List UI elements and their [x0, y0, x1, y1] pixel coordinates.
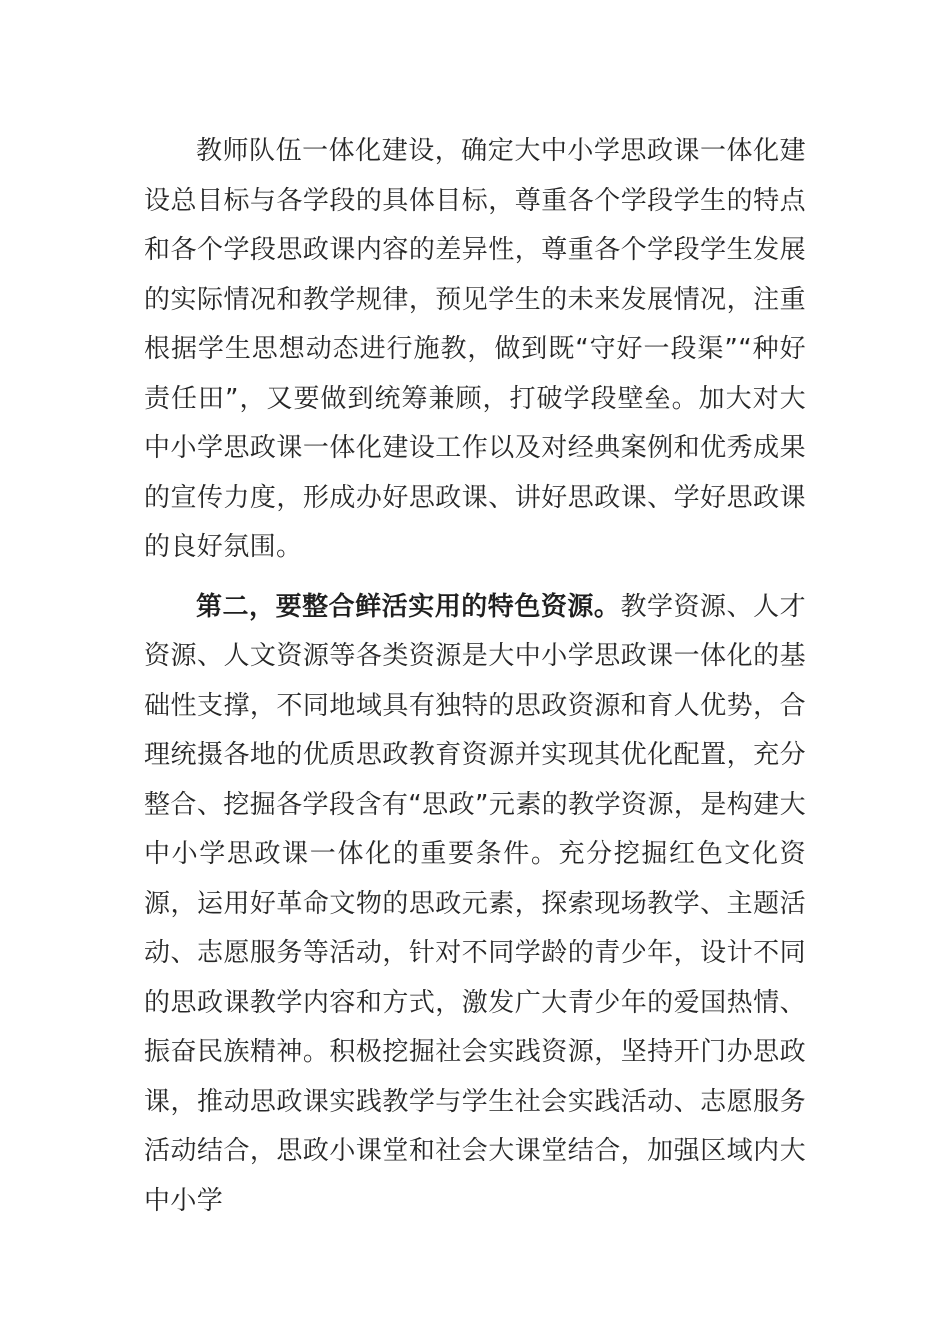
- paragraph-2: [144, 583, 806, 1227]
- document-body: [144, 127, 806, 1236]
- paragraph-2-heading: 第二，要整合鲜活实用的特色资源。: [196, 591, 621, 622]
- paragraph-1-text: 教师队伍一体化建设，确定大中小学思政课一体化建设总目标与各学段的具体目标，尊重各个学段学生的特点和各个学段思政课内容的差异性，尊重各个学段学生发展的实际情况和教学规律，预见学生的未来发展情况，注重根据学生思想动态进行施教，做到既“守好一段渠”“种好责任田”，又要做到统筹兼顾，打破学段壁垒。加大对大中小学思政课一体化建设工作以及对经典案例和优秀成果的宣传力度，形成办好思政课、讲好思政课、学好思政课的良好氛围。: [144, 136, 806, 562]
- paragraph-2-text: 教学资源、人才资源、人文资源等各类资源是大中小学思政课一体化的基础性支撑，不同地域具有独特的思政资源和育人优势，合理统摄各地的优质思政教育资源并实现其优化配置，充分整合、挖掘各学段含有“思政”元素的教学资源，是构建大中小学思政课一体化的重要条件。充分挖掘红色文化资源，运用好革命文物的思政元素，探索现场教学、主题活动、志愿服务等活动，针对不同学龄的青少年，设计不同的思政课教学内容和方式，激发广大青少年的爱国热情、振奋民族精神。积极挖掘社会实践资源，坚持开门办思政课，推动思政课实践教学与学生社会实践活动、志愿服务活动结合，思政小课堂和社会大课堂结合，加强区域内大中小学: [144, 591, 806, 1216]
- paragraph-1: [144, 127, 806, 573]
